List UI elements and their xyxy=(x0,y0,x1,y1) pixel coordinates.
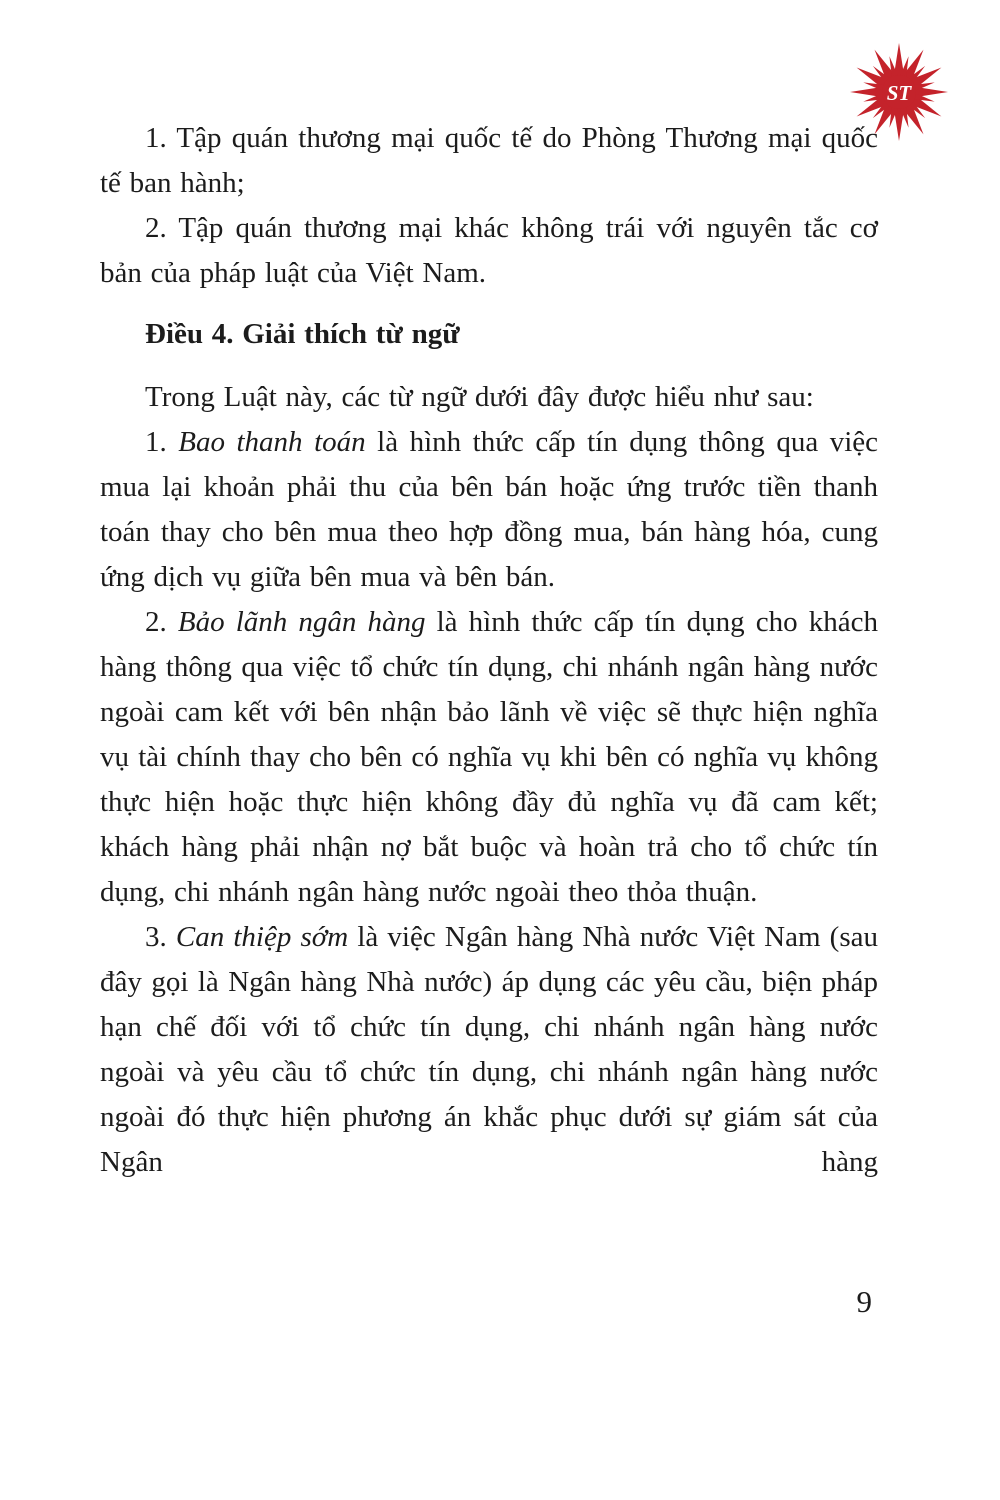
text-segment: 1. xyxy=(145,426,179,458)
defined-term: Bảo lãnh ngân hàng xyxy=(177,606,426,638)
paragraph xyxy=(100,915,878,1185)
text-segment: Trong Luật này, các từ ngữ dưới đây được hiểu như sau: xyxy=(145,381,814,413)
text-segment: 3. xyxy=(145,921,176,953)
defined-term: Can thiệp sớm xyxy=(175,921,349,953)
section-heading xyxy=(100,312,878,357)
text-segment: là việc Ngân hàng Nhà nước Việt Nam (sau đây gọi là Ngân hàng Nhà nước) áp dụng các yêu cầu, biện pháp hạn chế đối với tổ chức tín dụng, chi nhánh ngân hàng nước ngoài và yêu cầu tổ chức tín dụng, chi nhánh ngân hàng nước ngoài đó thực hiện phương án khắc phục dưới sự giám sát của Ngân hàng xyxy=(100,921,878,1178)
logo-monogram: ST xyxy=(886,81,912,105)
text-segment: là hình thức cấp tín dụng cho khách hàng thông qua việc tổ chức tín dụng, chi nhánh ngân hàng nước ngoài cam kết với bên nhận bảo lãnh về việc sẽ thực hiện nghĩa vụ tài chính thay cho bên có nghĩa vụ khi bên có nghĩa vụ không thực hiện hoặc thực hiện không đầy đủ nghĩa vụ đã cam kết; khách hàng phải nhận nợ bắt buộc và hoàn trả cho tổ chức tín dụng, chi nhánh ngân hàng nước ngoài theo thỏa thuận. xyxy=(100,606,879,908)
paragraph xyxy=(100,420,878,600)
text-segment: 2. Tập quán thương mại khác không trái với nguyên tắc cơ bản của pháp luật của Việt Nam. xyxy=(100,212,878,289)
text-segment: 1. Tập quán thương mại quốc tế do Phòng Thương mại quốc tế ban hành; xyxy=(100,122,878,199)
page-body xyxy=(100,116,878,1185)
paragraph xyxy=(100,206,878,296)
paragraph xyxy=(100,600,878,915)
paragraph xyxy=(100,116,878,206)
text-segment: Điều 4. Giải thích từ ngữ xyxy=(145,318,460,350)
text-segment: 2. xyxy=(145,606,178,638)
text-segment: là hình thức cấp tín dụng thông qua việc mua lại khoản phải thu của bên bán hoặc ứng trước tiền thanh toán thay cho bên mua theo hợp đồng mua, bán hàng hóa, cung ứng dịch vụ giữa bên mua và bên bán. xyxy=(100,426,878,593)
page-number: 9 xyxy=(856,1284,872,1319)
paragraph xyxy=(100,375,878,420)
defined-term: Bao thanh toán xyxy=(178,426,366,458)
